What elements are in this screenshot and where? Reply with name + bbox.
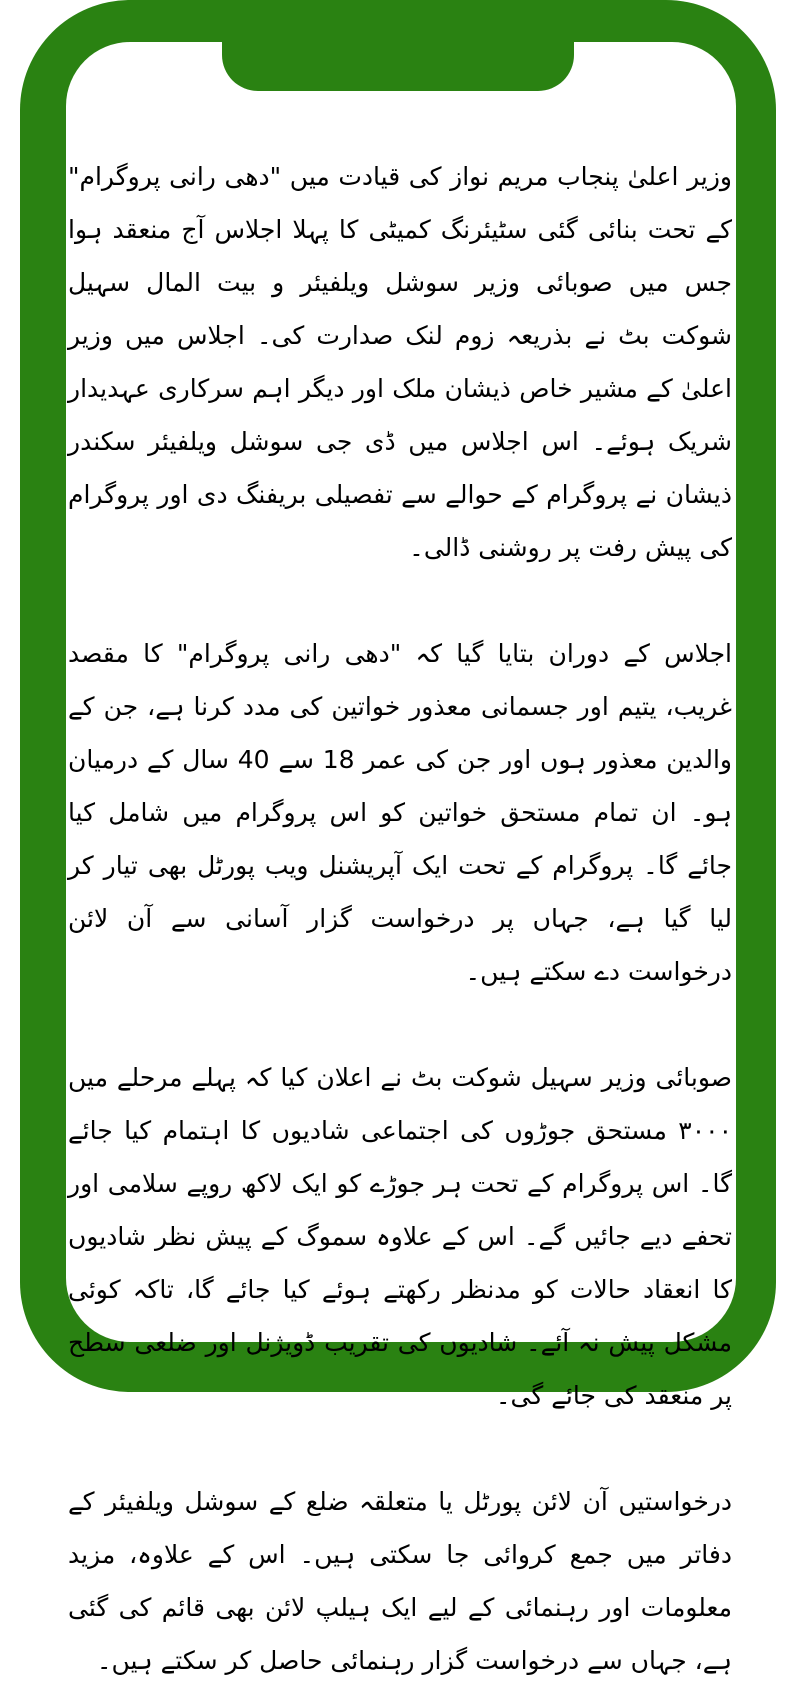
paragraph-1: وزیر اعلیٰ پنجاب مریم نواز کی قیادت میں "دھی رانی پروگرام" کے تحت بنائی گئی سٹیئرنگ کمیٹی کا پہلا اجلاس آج منعقد ہوا جس میں صوبائی وزیر سوشل ویلفیئر و بیت المال سہیل شوکت بٹ نے بذریعہ زوم لنک صدارت کی۔ اجلاس میں وزیر اعلیٰ کے مشیر خاص ذیشان ملک اور دیگر اہم سرکاری عہدیدار شریک ہوئے۔ اس اجلاس میں ڈی جی سوشل ویلفیئر سکندر ذیشان نے پروگرام کے حوالے سے تفصیلی بریفنگ دی اور پروگرام کی پیش رفت پر روشنی ڈالی۔: [68, 162, 732, 562]
paragraph-3: صوبائی وزیر سہیل شوکت بٹ نے اعلان کیا کہ پہلے مرحلے میں ۳۰۰۰ مستحق جوڑوں کی اجتماعی شادیوں کا اہتمام کیا جائے گا۔ اس پروگرام کے تحت ہر جوڑے کو ایک لاکھ روپے سلامی اور تحفے دیے جائیں گے۔ اس کے علاوہ سموگ کے پیش نظر شادیوں کا انعقاد حالات کو مدنظر رکھتے ہوئے کیا جائے گا، تاکہ کوئی مشکل پیش نہ آئے۔ شادیوں کی تقریب ڈویژنل اور ضلعی سطح پر منعقد کی جائے گی۔: [68, 1063, 732, 1410]
phone-notch: [222, 40, 574, 91]
paragraph-2: اجلاس کے دوران بتایا گیا کہ "دھی رانی پروگرام" کا مقصد غریب، یتیم اور جسمانی معذور خواتین کی مدد کرنا ہے، جن کے والدین معذور ہوں اور جن کی عمر 18 سے 40 سال کے درمیان ہو۔ ان تمام مستحق خواتین کو اس پروگرام میں شامل کیا جائے گا۔ پروگرام کے تحت ایک آپریشنل ویب پورٹل بھی تیار کر لیا گیا ہے، جہاں پر درخواست گزار آسانی سے آن لائن درخواست دے سکتے ہیں۔: [68, 639, 732, 986]
paragraph-4: درخواستیں آن لائن پورٹل یا متعلقہ ضلع کے سوشل ویلفیئر کے دفاتر میں جمع کروائی جا سکتی ہیں۔ اس کے علاوہ، مزید معلومات اور رہنمائی کے لیے ایک ہیلپ لائن بھی قائم کی گئی ہے، جہاں سے درخواست گزار رہنمائی حاصل کر سکتے ہیں۔: [68, 1487, 732, 1675]
article-body: [68, 150, 732, 1687]
